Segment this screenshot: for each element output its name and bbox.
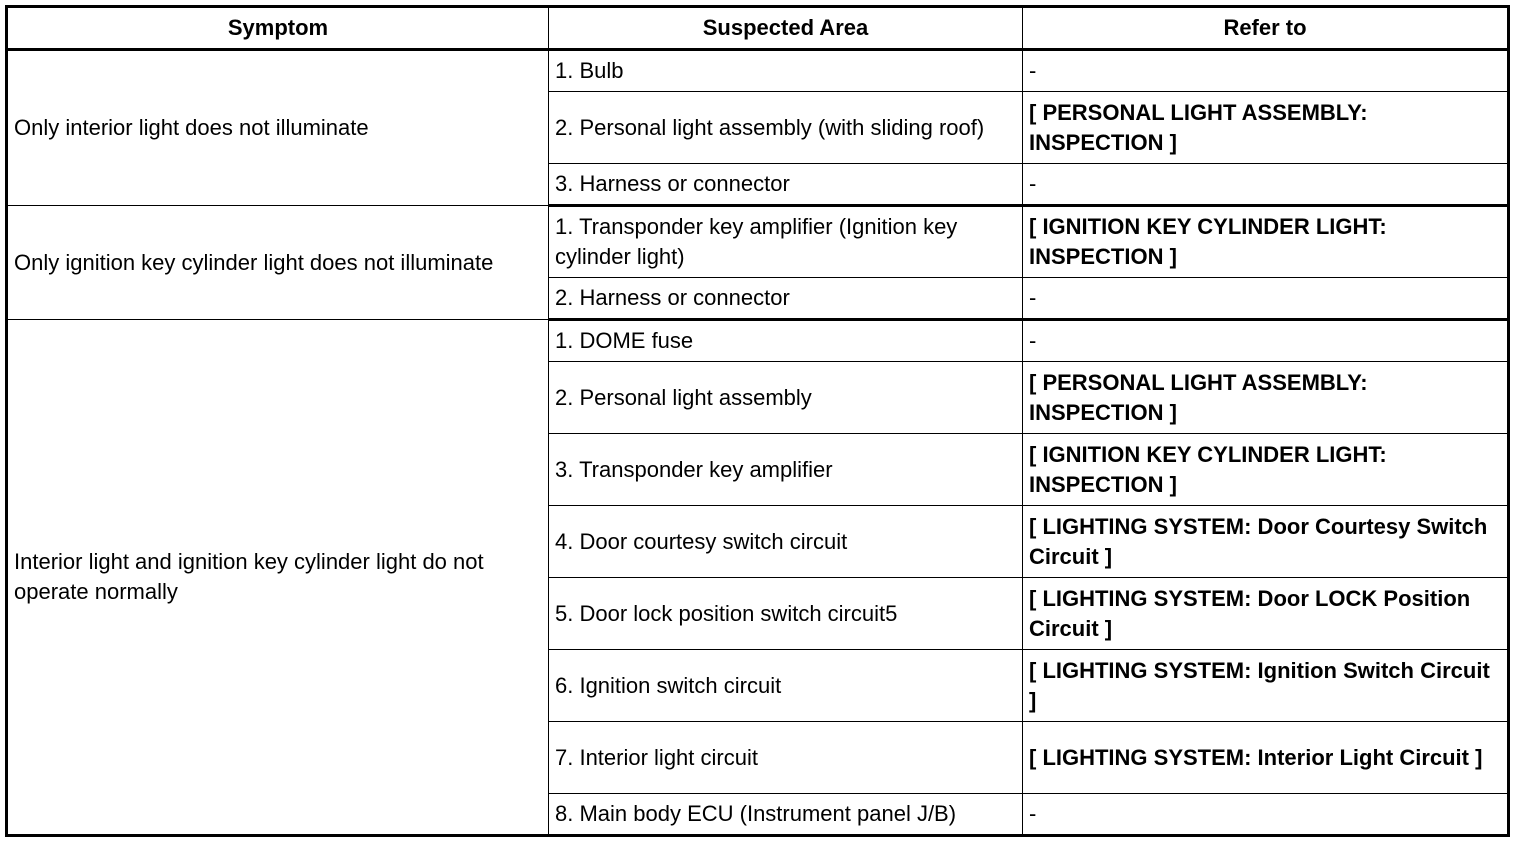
- problem-symptoms-table: [5, 5, 1510, 837]
- header-suspected-area: Suspected Area: [549, 7, 1023, 50]
- refer-link[interactable]: [ LIGHTING SYSTEM: Door LOCK Position Circuit ]: [1023, 578, 1509, 650]
- suspected-area-cell: 1. DOME fuse: [549, 320, 1023, 362]
- suspected-area-cell: 2. Personal light assembly (with sliding roof): [549, 92, 1023, 164]
- suspected-area-cell: 2. Personal light assembly: [549, 362, 1023, 434]
- suspected-area-cell: 3. Transponder key amplifier: [549, 434, 1023, 506]
- suspected-area-cell: 5. Door lock position switch circuit5: [549, 578, 1023, 650]
- table-row: [7, 320, 1509, 362]
- table-row: [7, 50, 1509, 92]
- header-row: [7, 7, 1509, 50]
- suspected-area-cell: 2. Harness or connector: [549, 278, 1023, 320]
- refer-cell: -: [1023, 278, 1509, 320]
- suspected-area-cell: 1. Bulb: [549, 50, 1023, 92]
- header-symptom: Symptom: [7, 7, 549, 50]
- symptom-cell: Only ignition key cylinder light does not illuminate: [7, 206, 549, 320]
- suspected-area-cell: 1. Transponder key amplifier (Ignition key cylinder light): [549, 206, 1023, 278]
- header-refer-to: Refer to: [1023, 7, 1509, 50]
- suspected-area-cell: 4. Door courtesy switch circuit: [549, 506, 1023, 578]
- refer-link[interactable]: [ IGNITION KEY CYLINDER LIGHT: INSPECTION ]: [1023, 434, 1509, 506]
- refer-cell: -: [1023, 164, 1509, 206]
- refer-cell: -: [1023, 50, 1509, 92]
- refer-cell: -: [1023, 320, 1509, 362]
- suspected-area-cell: 6. Ignition switch circuit: [549, 650, 1023, 722]
- refer-link[interactable]: [ LIGHTING SYSTEM: Ignition Switch Circuit ]: [1023, 650, 1509, 722]
- suspected-area-cell: 7. Interior light circuit: [549, 722, 1023, 794]
- table-row: [7, 206, 1509, 278]
- refer-link[interactable]: [ PERSONAL LIGHT ASSEMBLY: INSPECTION ]: [1023, 92, 1509, 164]
- symptom-cell: Only interior light does not illuminate: [7, 50, 549, 206]
- refer-cell: -: [1023, 794, 1509, 836]
- suspected-area-cell: 3. Harness or connector: [549, 164, 1023, 206]
- refer-link[interactable]: [ LIGHTING SYSTEM: Door Courtesy Switch Circuit ]: [1023, 506, 1509, 578]
- refer-link[interactable]: [ LIGHTING SYSTEM: Interior Light Circuit ]: [1023, 722, 1509, 794]
- suspected-area-cell: 8. Main body ECU (Instrument panel J/B): [549, 794, 1023, 836]
- symptom-cell: Interior light and ignition key cylinder light do not operate normally: [7, 320, 549, 836]
- refer-link[interactable]: [ IGNITION KEY CYLINDER LIGHT: INSPECTION ]: [1023, 206, 1509, 278]
- refer-link[interactable]: [ PERSONAL LIGHT ASSEMBLY: INSPECTION ]: [1023, 362, 1509, 434]
